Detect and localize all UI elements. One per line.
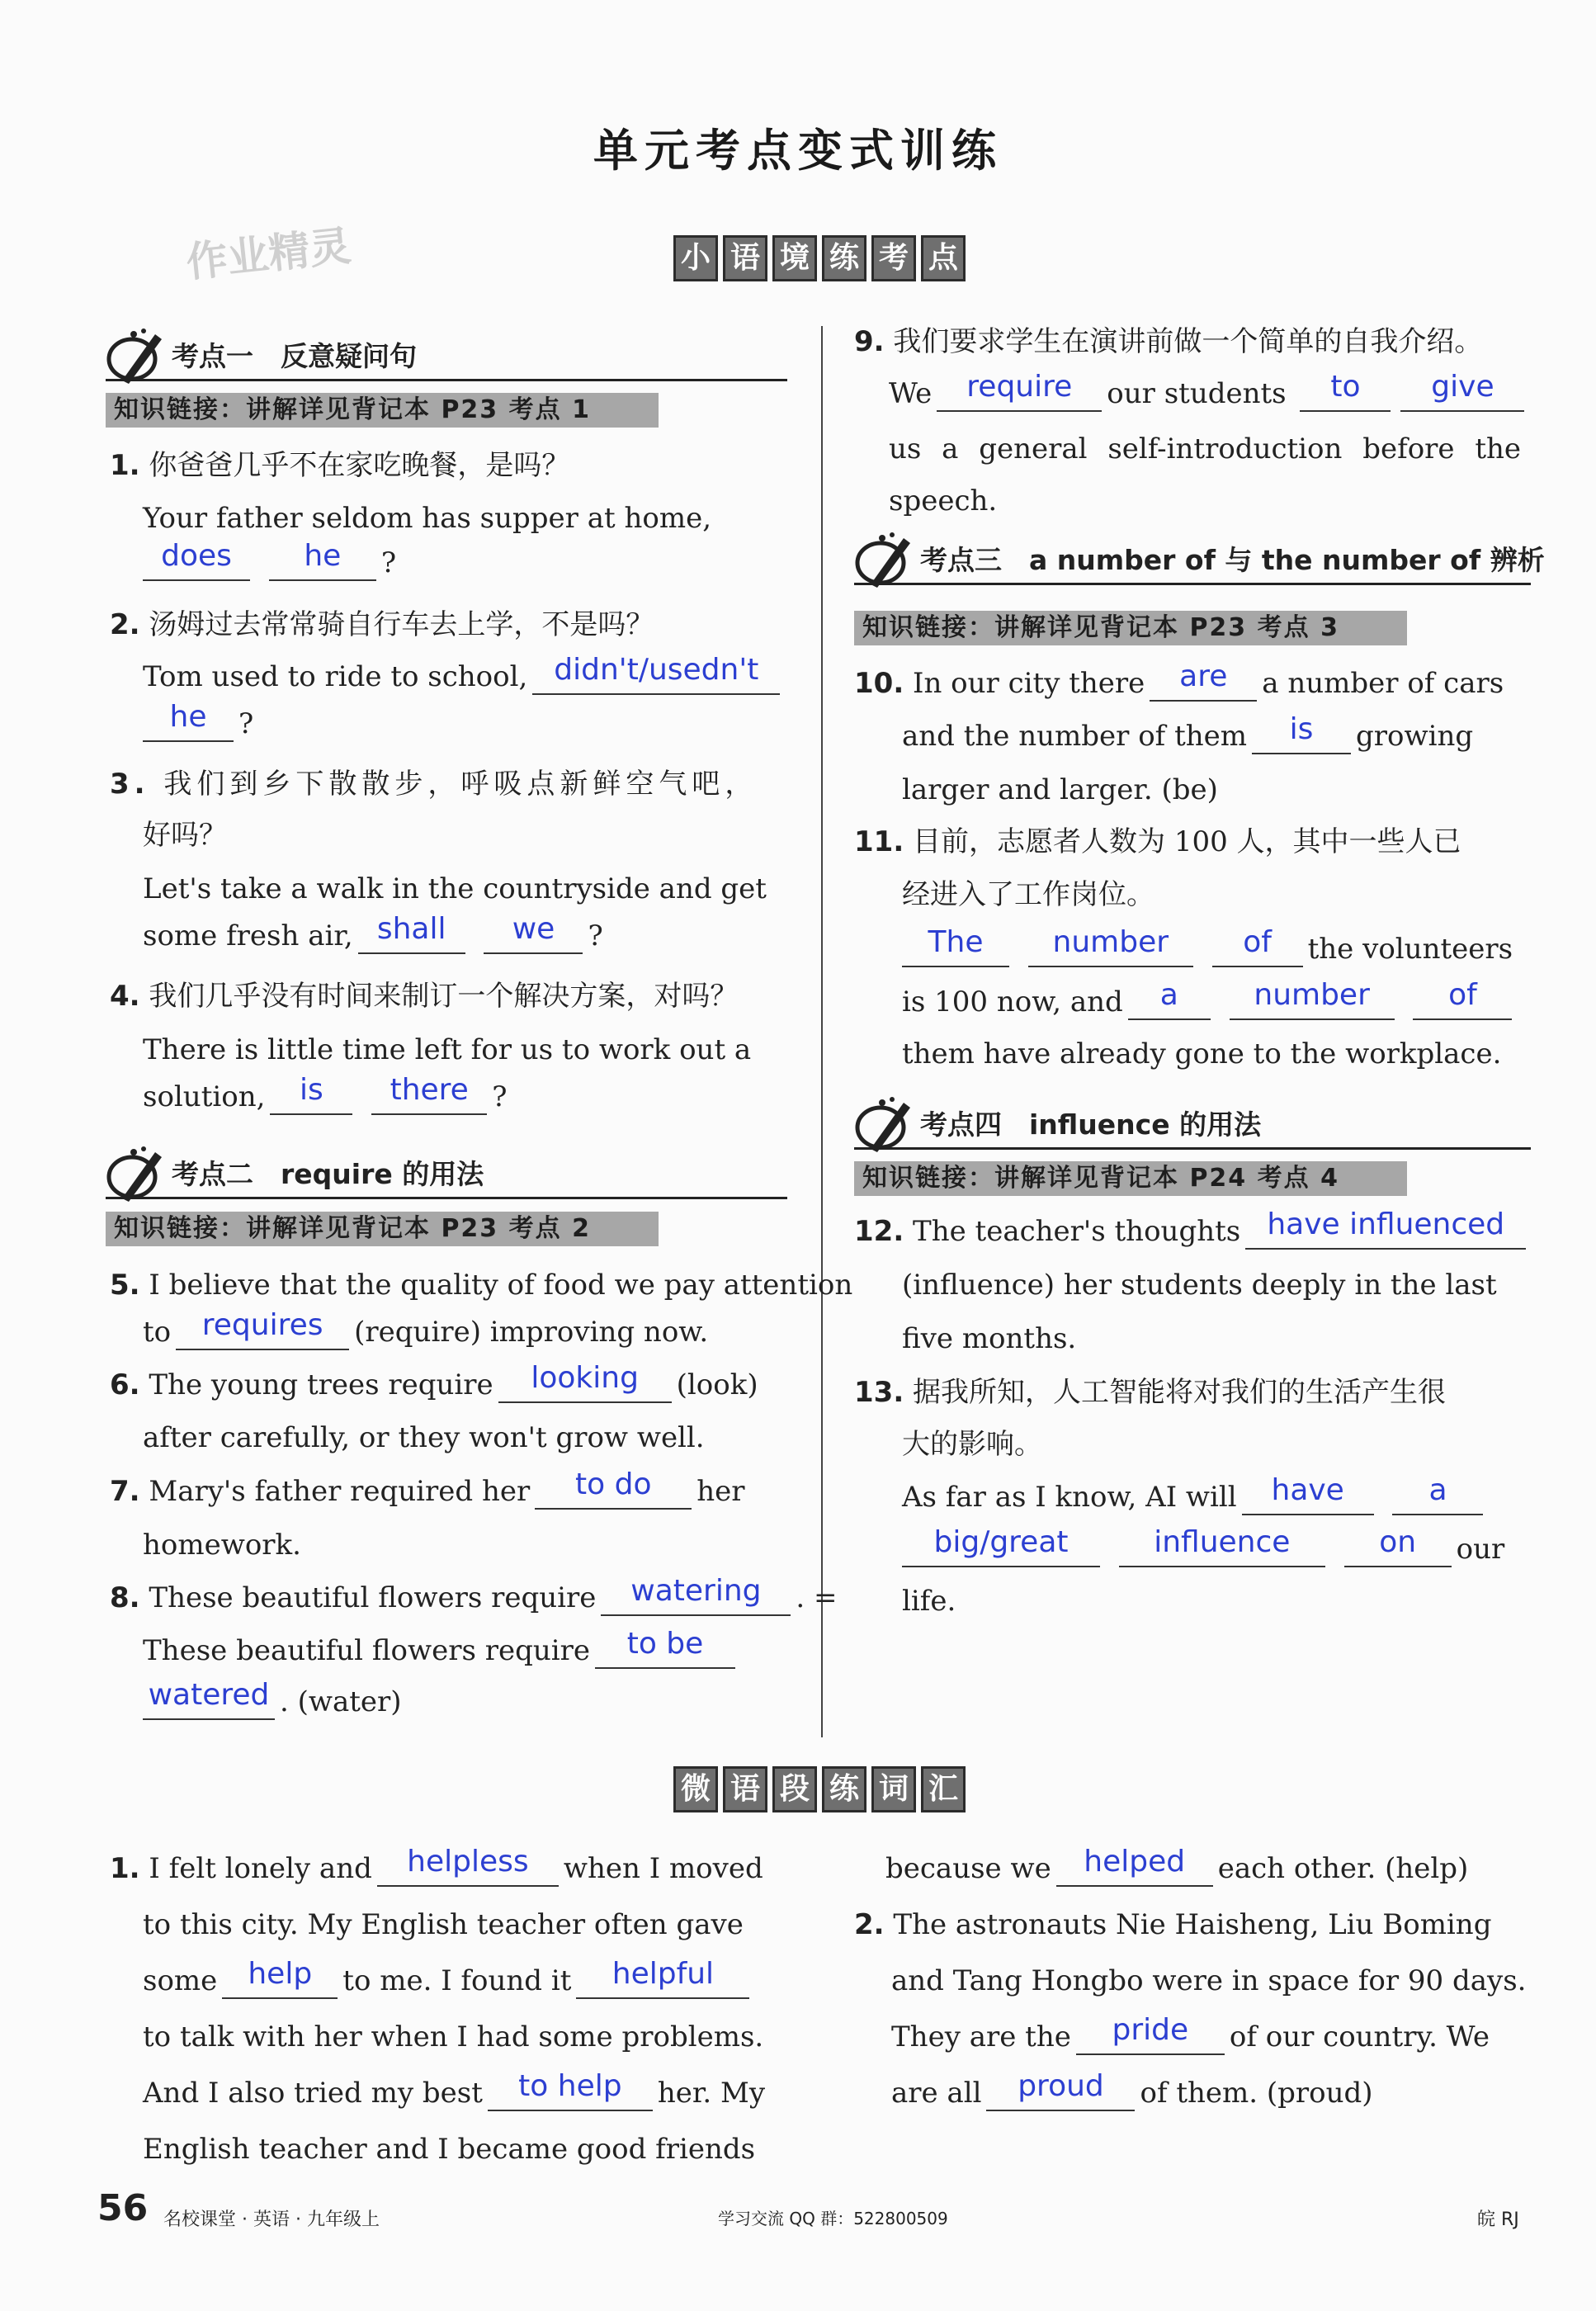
q8-line-1: 8. These beautiful flowers require watering . =: [110, 1574, 838, 1614]
banner-char: 语: [723, 235, 767, 281]
q12-line-3: five months.: [902, 1322, 1077, 1355]
q9-chinese: 9. 我们要求学生在演讲前做一个简单的自我介绍。: [854, 325, 1483, 358]
answer-blank: require: [937, 377, 1102, 412]
w2-line-3: They are the pride of our country. We: [891, 2013, 1490, 2053]
w2-line-4: are all proud of them. (proud): [891, 2069, 1373, 2110]
q11-chinese-1: 11. 目前，志愿者人数为 100 人，其中一些人已: [854, 825, 1461, 858]
w1-line-2: to this city. My English teacher often gave: [143, 1908, 744, 1941]
banner-char: 境: [772, 235, 817, 281]
w1-line-4: to talk with her when I had some problems.: [143, 2020, 764, 2053]
banner-char: 练: [822, 235, 866, 281]
answer-blank: to be: [595, 1634, 735, 1669]
q9-line-2: us a general self-introduction before the: [889, 432, 1522, 466]
knowledge-link: 知识链接：讲解详见背记本 P23 考点 1: [106, 393, 659, 428]
answer-blank: shall: [358, 919, 465, 954]
q5-line-2: to requires (require) improving now.: [143, 1308, 709, 1349]
answer-blank: he: [143, 707, 234, 742]
page-number: 56: [97, 2187, 149, 2229]
answer-blank: pride: [1076, 2020, 1225, 2055]
q3-chinese-2: 好吗？: [143, 819, 227, 852]
pen-icon: [854, 1094, 920, 1152]
q13-chinese-1: 13. 据我所知，人工智能将对我们的生活产生很: [854, 1376, 1447, 1409]
section-header-k2: [106, 1152, 787, 1199]
banner-practice-points: [673, 235, 966, 281]
knowledge-link: 知识链接：讲解详见背记本 P24 考点 4: [854, 1161, 1407, 1196]
section-title: 考点二 require 的用法: [172, 1158, 484, 1190]
section-header-k3: [854, 538, 1545, 585]
section-header-k4: [854, 1103, 1531, 1150]
q10-line-2: and the number of them is growing: [902, 712, 1474, 753]
q9-line-3: speech.: [889, 484, 998, 517]
banner-char: 语: [723, 1766, 767, 1812]
answer-blank: requires: [176, 1316, 349, 1350]
q4-english-1: There is little time left for us to work out a: [143, 1033, 752, 1066]
q1-answer-line: does he ?: [143, 545, 396, 581]
answer-blank: a: [1128, 985, 1211, 1020]
w1-line-7: because we helped each other. (help): [885, 1845, 1469, 1885]
answer-blank: have influenced: [1245, 1215, 1526, 1250]
pen-icon: [106, 326, 172, 384]
q10-line-1: 10. In our city there are a number of cars: [854, 659, 1504, 700]
edition: 皖 RJ: [1477, 2209, 1519, 2230]
answer-blank: big/great: [902, 1533, 1100, 1567]
answer-blank: watered: [143, 1685, 275, 1720]
banner-char: 练: [822, 1766, 866, 1812]
q2-english: Tom used to ride to school, didn't/usedn't: [143, 659, 785, 695]
q4-chinese: 4. 我们几乎没有时间来制订一个解决方案，对吗？: [110, 980, 739, 1013]
answer-blank: does: [143, 546, 250, 581]
answer-blank: helpful: [576, 1964, 749, 1999]
q13-line-3: life.: [902, 1585, 956, 1618]
q12-line-2: (influence) her students deeply in the last: [902, 1269, 1497, 1302]
book-info: 名校课堂 · 英语 · 九年级上: [163, 2209, 380, 2230]
knowledge-link: 知识链接：讲解详见背记本 P23 考点 3: [854, 611, 1407, 645]
q11-chinese-2: 经进入了工作岗位。: [902, 878, 1155, 911]
page-title: 单元考点变式训练: [593, 125, 1003, 177]
q11-line-1: The number of the volunteers: [902, 931, 1513, 967]
column-divider: [821, 326, 823, 1737]
answer-blank: give: [1400, 377, 1524, 412]
q10-line-3: larger and larger. (be): [902, 773, 1218, 806]
w1-line-1: 1. I felt lonely and helpless when I moved: [110, 1845, 763, 1885]
answer-blank: is: [1252, 720, 1351, 754]
q1-english: Your father seldom has supper at home,: [143, 502, 711, 535]
w1-line-6: English teacher and I became good friends: [143, 2133, 756, 2166]
answer-blank: is: [270, 1080, 352, 1115]
q4-english-2: solution, is there ?: [143, 1073, 508, 1113]
answer-blank: number: [1028, 933, 1193, 967]
answer-blank: have: [1242, 1481, 1374, 1515]
section-title: 考点三 a number of 与 the number of 辨析: [920, 544, 1545, 576]
answer-blank: watering: [601, 1581, 791, 1616]
banner-char: 微: [673, 1766, 718, 1812]
answer-blank: are: [1150, 667, 1257, 702]
answer-blank: helpless: [377, 1852, 559, 1887]
q1-chinese: 1. 你爸爸几乎不在家吃晚餐，是吗？: [110, 449, 570, 482]
q13-line-1: As far as I know, AI will have a: [902, 1479, 1488, 1515]
banner-char: 汇: [921, 1766, 966, 1812]
answer-blank: influence: [1119, 1533, 1325, 1567]
answer-blank: of: [1212, 933, 1303, 967]
banner-char: 小: [673, 235, 718, 281]
answer-blank: of: [1413, 985, 1512, 1020]
q8-line-2: These beautiful flowers require to be: [143, 1633, 740, 1669]
q2-chinese: 2. 汤姆过去常常骑自行车去上学，不是吗？: [110, 608, 654, 641]
answer-blank: we: [484, 919, 583, 954]
q3-english-2: some fresh air, shall we ?: [143, 912, 603, 952]
banner-vocabulary: [673, 1766, 966, 1812]
q3-chinese-1: 3. 我们到乡下散散步，呼吸点新鲜空气吧，: [110, 768, 758, 801]
q5-line-1: 5. I believe that the quality of food we pay attention: [110, 1269, 853, 1302]
answer-blank: didn't/usedn't: [532, 660, 780, 695]
q6-line-1: 6. The young trees require looking (look): [110, 1361, 758, 1401]
q6-line-2: after carefully, or they won't grow well.: [143, 1421, 705, 1454]
answer-blank: proud: [986, 2077, 1135, 2111]
answer-blank: The: [902, 933, 1009, 967]
banner-char: 考: [871, 235, 916, 281]
section-title: 考点四 influence 的用法: [920, 1108, 1262, 1141]
section-title: 考点一 反意疑问句: [172, 340, 417, 372]
answer-blank: help: [222, 1964, 338, 1999]
answer-blank: to do: [535, 1475, 692, 1510]
q11-line-3: them have already gone to the workplace.: [902, 1037, 1502, 1070]
answer-blank: he: [269, 546, 376, 581]
knowledge-link: 知识链接：讲解详见背记本 P23 考点 2: [106, 1212, 659, 1246]
w2-line-1: 2. The astronauts Nie Haisheng, Liu Boming: [854, 1908, 1492, 1941]
q11-line-2: is 100 now, and a number of: [902, 984, 1517, 1020]
answer-blank: looking: [498, 1368, 672, 1403]
w1-line-3: some help to me. I found it helpful: [143, 1963, 754, 1999]
w2-line-2: and Tang Hongbo were in space for 90 days.: [891, 1964, 1527, 1997]
q12-line-1: 12. The teacher's thoughts have influenced: [854, 1213, 1531, 1250]
q8-line-3: watered . (water): [143, 1684, 402, 1720]
pen-icon: [106, 1144, 172, 1202]
section-header-k1: [106, 334, 787, 381]
banner-char: 词: [871, 1766, 916, 1812]
banner-char: 点: [921, 235, 966, 281]
w1-line-5: And I also tried my best to help her. My: [143, 2069, 766, 2110]
q2-answer-line: he ?: [143, 706, 253, 742]
answer-blank: to help: [488, 2077, 653, 2111]
q7-line-1: 7. Mary's father required her to do her: [110, 1467, 745, 1508]
answer-blank: on: [1344, 1533, 1452, 1567]
answer-blank: helped: [1056, 1852, 1213, 1887]
answer-blank: to: [1300, 377, 1391, 412]
q13-chinese-2: 大的影响。: [902, 1428, 1042, 1461]
q3-english-1: Let's take a walk in the countryside and get: [143, 872, 767, 905]
qq-group: 学习交流 QQ 群：522800509: [718, 2209, 948, 2228]
answer-blank: a: [1392, 1481, 1483, 1515]
q7-line-2: homework.: [143, 1529, 301, 1562]
banner-char: 段: [772, 1766, 817, 1812]
watermark: 作业精灵: [183, 221, 353, 287]
q9-line-1: We require our students to give: [889, 376, 1529, 412]
q13-line-2: big/great influence on our: [902, 1531, 1504, 1567]
answer-blank: number: [1230, 985, 1395, 1020]
answer-blank: there: [371, 1080, 487, 1115]
pen-icon: [854, 530, 920, 588]
